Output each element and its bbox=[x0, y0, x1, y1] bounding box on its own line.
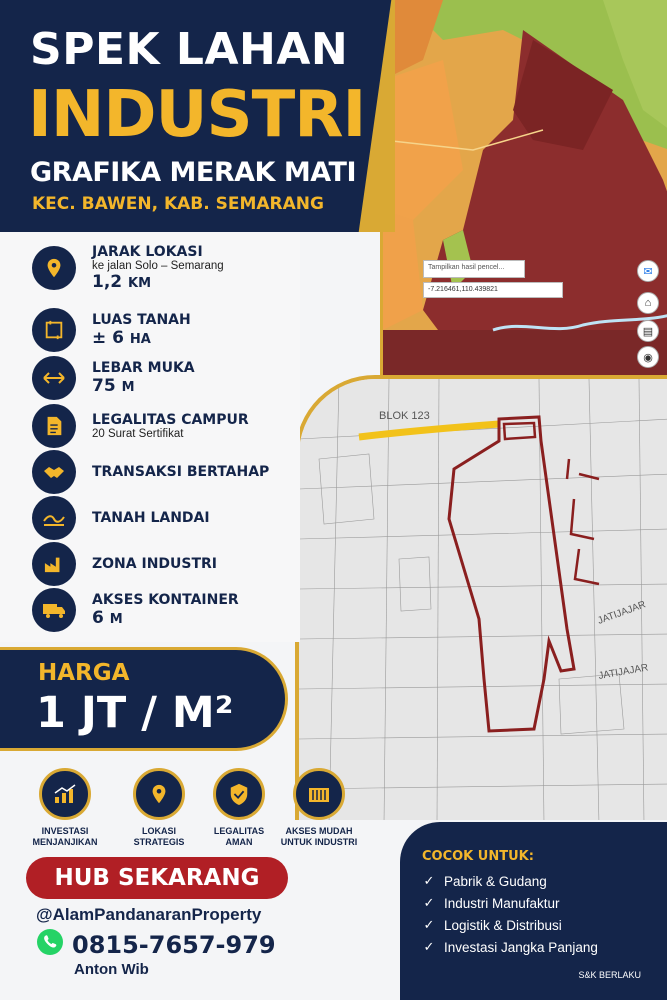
location-pin-icon bbox=[32, 246, 76, 290]
spec-unit: KM bbox=[128, 276, 152, 291]
feature-line2: UNTUK INDUSTRI bbox=[280, 837, 358, 847]
map-coordinates-field[interactable] bbox=[423, 282, 563, 298]
suitable-item-label: Investasi Jangka Panjang bbox=[444, 939, 598, 955]
title-line3: GRAFIKA MERAK MATI bbox=[30, 157, 357, 188]
spec-item-akses bbox=[32, 588, 322, 632]
feature-investasi bbox=[20, 768, 110, 848]
width-arrows-icon bbox=[32, 356, 76, 400]
map-pin-icon bbox=[133, 768, 185, 820]
container-icon bbox=[293, 768, 345, 820]
spec-sub: ke jalan Solo – Semarang bbox=[92, 260, 224, 272]
zoning-map[interactable] bbox=[380, 0, 667, 390]
spec-label: TRANSAKSI BERTAHAP bbox=[92, 464, 270, 480]
price-banner bbox=[0, 647, 288, 751]
spec-item-luas bbox=[32, 308, 322, 352]
contact-person: Anton Wib bbox=[74, 961, 149, 978]
feature-line1: LOKASI bbox=[141, 826, 176, 836]
suitable-item bbox=[422, 895, 560, 911]
specs-panel bbox=[0, 232, 300, 642]
locate-icon[interactable]: ◉ bbox=[637, 346, 659, 368]
spec-value: 75 bbox=[92, 376, 116, 396]
home-icon[interactable]: ⌂ bbox=[637, 292, 659, 314]
price-value: 1 JT / M² bbox=[36, 688, 234, 738]
check-icon: ✓ bbox=[423, 939, 435, 954]
suitable-title: COCOK UNTUK: bbox=[422, 849, 534, 864]
spec-label: TANAH LANDAI bbox=[92, 510, 210, 526]
truck-icon bbox=[32, 588, 76, 632]
phone-row[interactable] bbox=[36, 928, 276, 961]
check-icon: ✓ bbox=[423, 895, 435, 910]
feature-line2: STRATEGIS bbox=[133, 837, 185, 847]
suitable-item-label: Logistik & Distribusi bbox=[444, 917, 562, 933]
spec-value: 6 bbox=[92, 608, 104, 628]
feature-line1: AKSES MUDAH bbox=[285, 826, 353, 836]
zoning-map-shapes bbox=[383, 0, 667, 390]
whatsapp-icon bbox=[36, 928, 64, 961]
spec-label: LUAS TANAH bbox=[92, 312, 191, 328]
spec-item-transaksi bbox=[32, 450, 322, 494]
spec-item-zona bbox=[32, 542, 322, 586]
spec-label: JARAK LOKASI bbox=[92, 244, 203, 260]
sketch-road-label-1: JATIJAJAR bbox=[596, 599, 648, 627]
feature-legalitas bbox=[194, 768, 284, 848]
layers-icon[interactable]: ▤ bbox=[637, 320, 659, 342]
coordinates-text: -7.216461,110.439821 bbox=[428, 286, 498, 293]
suitable-item-label: Pabrik & Gudang bbox=[444, 873, 547, 889]
social-handle[interactable]: @AlamPandanaranProperty bbox=[36, 905, 262, 924]
suitable-item bbox=[422, 873, 547, 889]
sketch-block-label: BLOK 123 bbox=[379, 410, 430, 422]
spec-item-jarak bbox=[32, 246, 322, 290]
spec-label: AKSES KONTAINER bbox=[92, 592, 239, 608]
growth-chart-icon bbox=[39, 768, 91, 820]
spec-item-lebar bbox=[32, 356, 322, 400]
sketch-road-label-2: JATIJAJAR bbox=[597, 662, 650, 682]
map-search-input[interactable]: Tampilkan hasil pencel... bbox=[423, 260, 525, 278]
feature-akses bbox=[274, 768, 364, 848]
spec-unit: M bbox=[121, 380, 135, 395]
spec-sub: 20 Surat Sertifikat bbox=[92, 428, 184, 440]
phone-number: 0815-7657-979 bbox=[72, 930, 276, 959]
check-icon: ✓ bbox=[423, 917, 435, 932]
terms-note: S&K BERLAKU bbox=[578, 970, 641, 980]
suitable-for-panel bbox=[400, 822, 667, 1000]
spec-value: ± 6 bbox=[92, 328, 124, 348]
spec-value: 1,2 bbox=[92, 272, 123, 292]
feature-lokasi bbox=[114, 768, 204, 848]
check-icon: ✓ bbox=[423, 873, 435, 888]
spec-item-tanah bbox=[32, 496, 322, 540]
spec-unit: HA bbox=[129, 332, 151, 347]
title-line1: SPEK LAHAN bbox=[30, 24, 349, 75]
land-sketch-drawing bbox=[299, 379, 667, 820]
contact-now-button[interactable]: HUB SEKARANG bbox=[26, 857, 288, 899]
suitable-item bbox=[422, 917, 562, 933]
spec-label: LEBAR MUKA bbox=[92, 360, 195, 376]
suitable-item-label: Industri Manufaktur bbox=[444, 895, 560, 911]
spec-unit: M bbox=[109, 612, 123, 627]
shield-check-icon bbox=[213, 768, 265, 820]
email-icon[interactable]: ✉ bbox=[637, 260, 659, 282]
area-icon bbox=[32, 308, 76, 352]
feature-line2: AMAN bbox=[225, 837, 253, 847]
suitable-item bbox=[422, 939, 598, 955]
title-line2: INDUSTRI bbox=[28, 78, 366, 152]
factory-icon bbox=[32, 542, 76, 586]
terrain-icon bbox=[32, 496, 76, 540]
price-label: HARGA bbox=[38, 660, 130, 686]
spec-item-legalitas bbox=[32, 404, 322, 448]
spec-label: LEGALITAS CAMPUR bbox=[92, 412, 249, 428]
header-banner bbox=[0, 0, 395, 232]
feature-line1: LEGALITAS bbox=[213, 826, 265, 836]
land-sketch-photo bbox=[295, 375, 667, 820]
document-icon bbox=[32, 404, 76, 448]
location-subtitle: KEC. BAWEN, KAB. SEMARANG bbox=[32, 194, 324, 214]
handshake-icon bbox=[32, 450, 76, 494]
feature-line1: INVESTASI bbox=[41, 826, 89, 836]
spec-label: ZONA INDUSTRI bbox=[92, 556, 218, 572]
feature-line2: MENJANJIKAN bbox=[32, 837, 98, 847]
